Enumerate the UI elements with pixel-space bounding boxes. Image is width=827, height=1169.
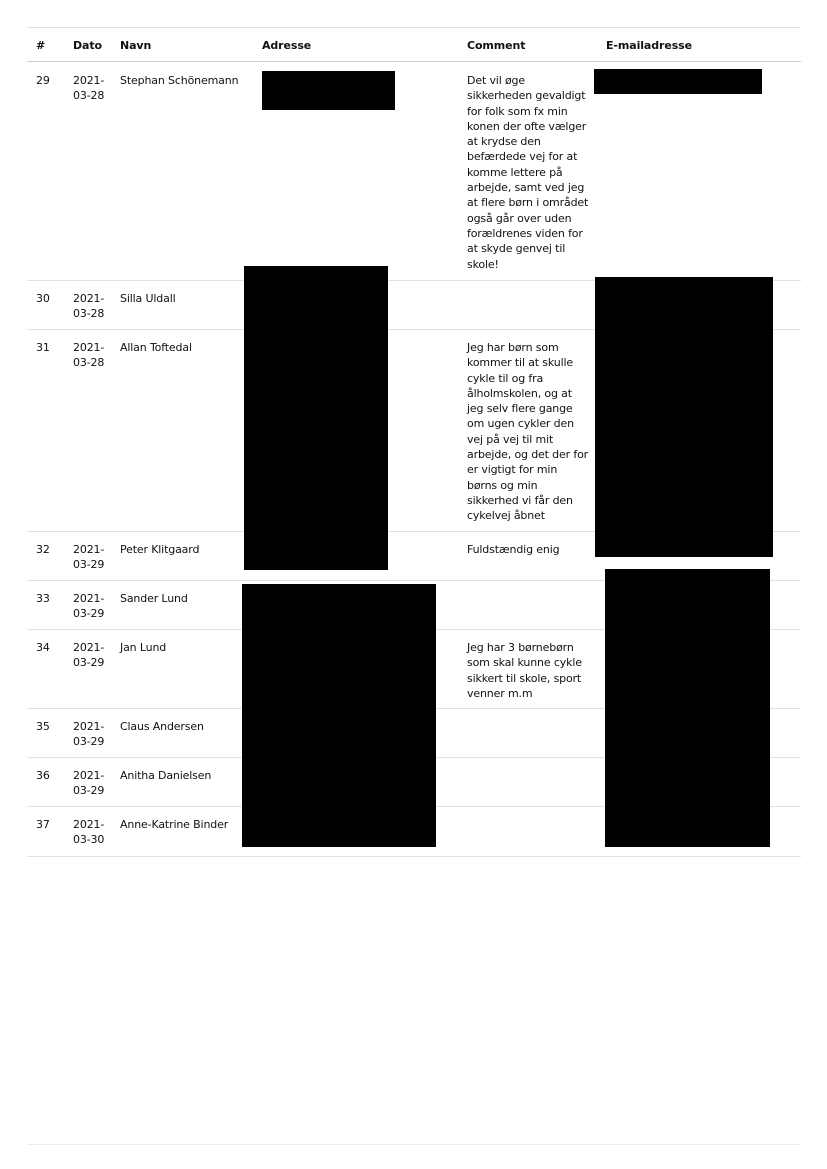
- row-name: Peter Klitgaard: [120, 543, 200, 556]
- row-name: Claus Andersen: [120, 720, 204, 733]
- row-name: Anne-Katrine Binder: [120, 818, 229, 831]
- row-number: 29: [36, 74, 50, 87]
- row-name: Silla Uldall: [120, 292, 176, 305]
- row-number: 36: [36, 769, 50, 782]
- row-number: 30: [36, 292, 50, 305]
- row-comment: Jeg har 3 børnebørn som skal kunne cykle sikkert til skole, sport venner m.m: [467, 641, 582, 700]
- row-name: Anitha Danielsen: [120, 769, 212, 782]
- header-date: Dato: [73, 39, 102, 52]
- row-name: Jan Lund: [120, 641, 167, 654]
- table-bottom-border: [27, 856, 801, 857]
- row-date: 2021-03-29: [73, 641, 105, 670]
- row-date: 2021-03-29: [73, 543, 105, 572]
- row-comment: Jeg har børn som kommer til at skulle cykle til og fra ålholmskolen, og at jeg selv flere gange om ugen cykler den vej på vej til mit arbejde, og det der for er vigtigt for min børns og min sikkerhed vi får den cykelvej åbnet: [467, 341, 589, 523]
- row-comment: Fuldstændig enig: [467, 543, 560, 556]
- row-number: 31: [36, 341, 50, 354]
- row-date: 2021-03-29: [73, 769, 105, 798]
- redaction-block: [262, 71, 395, 110]
- redaction-block: [594, 69, 762, 94]
- row-name: Allan Toftedal: [120, 341, 192, 354]
- row-comment: Det vil øge sikkerheden gevaldigt for folk som fx min konen der ofte vælger at krydse den befærdede vej for at komme lettere på arbejde, samt ved jeg at flere børn i området også går over uden forældrenes viden for at skyde genvej til skole!: [467, 74, 589, 271]
- row-number: 35: [36, 720, 50, 733]
- redaction-block: [605, 569, 770, 847]
- header-email: E-mailadresse: [606, 39, 692, 52]
- page-footer-rule: [27, 1144, 801, 1145]
- row-date: 2021-03-29: [73, 592, 105, 621]
- row-date: 2021-03-28: [73, 341, 105, 370]
- row-number: 33: [36, 592, 50, 605]
- row-date: 2021-03-30: [73, 818, 105, 847]
- row-name: Stephan Schönemann: [120, 74, 239, 87]
- row-date: 2021-03-28: [73, 74, 105, 103]
- row-date: 2021-03-29: [73, 720, 105, 749]
- header-name: Navn: [120, 39, 152, 52]
- redaction-block: [242, 584, 436, 847]
- header-comment: Comment: [467, 39, 526, 52]
- table-top-border: [27, 27, 801, 28]
- row-name: Sander Lund: [120, 592, 188, 605]
- row-number: 37: [36, 818, 50, 831]
- header-number: #: [36, 39, 46, 52]
- redaction-block: [595, 277, 773, 557]
- header-divider: [27, 61, 801, 62]
- header-address: Adresse: [262, 39, 312, 52]
- redaction-block: [244, 266, 388, 570]
- row-number: 34: [36, 641, 50, 654]
- row-date: 2021-03-28: [73, 292, 105, 321]
- row-number: 32: [36, 543, 50, 556]
